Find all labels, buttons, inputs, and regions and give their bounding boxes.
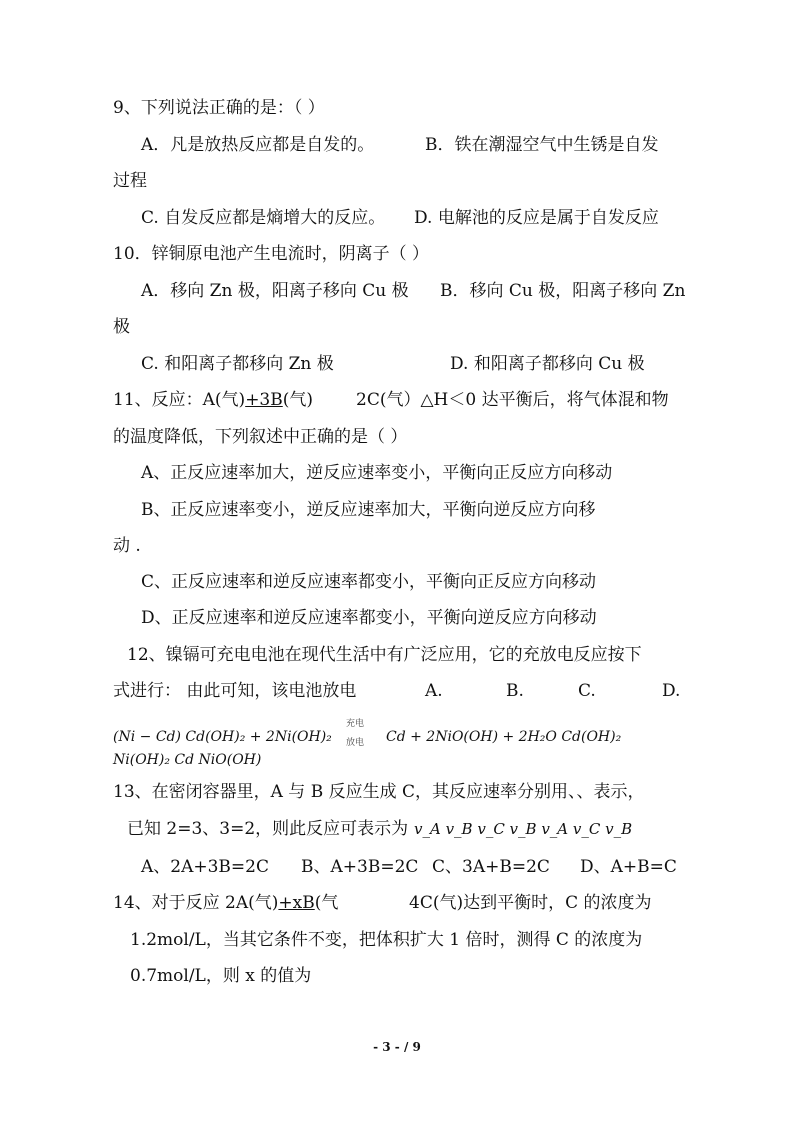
q14-stem-mid: (气 (314, 893, 339, 913)
q11-stem-prefix: 11、反应：A(气) (113, 390, 246, 410)
q11-stem-line2: 的温度降低，下列叙述中正确的是（ ） (113, 427, 408, 447)
q14-stem-rest: 4C(气)达到平衡时，C 的浓度为 (409, 893, 652, 913)
q10-option-a: A．移向 Zn 极，阳离子移向 Cu 极 (141, 281, 409, 301)
q12-discharge-label: 放电 (346, 738, 365, 748)
q12-equation-line2: Ni(OH)₂ Cd NiO(OH) (113, 752, 262, 768)
q10-option-c: C. 和阳离子都移向 Zn 极 (141, 354, 334, 374)
q11-stem-rest: 2C(气）△H＜0 达平衡后，将气体混和物 (356, 390, 669, 410)
q9-option-d: D. 电解池的反应是属于自发反应 (414, 208, 659, 228)
q14-stem-line2: 1.2mol/L，当其它条件不变，把体积扩大 1 倍时，测得 C 的浓度为 (130, 930, 643, 950)
q12-stem-line1: 12、镍镉可充电电池在现代生活中有广泛应用，它的充放电反应按下 (127, 645, 642, 665)
q14-stem-line3: 0.7mol/L，则 x 的值为 (130, 966, 312, 986)
q12-option-c: C. (578, 681, 596, 701)
q14-stem-underlined: +xB (278, 893, 315, 913)
q12-charge-label: 充电 (346, 719, 365, 729)
q12-stem-line2: 式进行： 由此可知，该电池放电 (113, 681, 357, 701)
q13-option-b: B、A+3B=2C (301, 857, 419, 877)
q10-option-b-cont: 极 (113, 317, 130, 337)
q12-equation-right: Cd + 2NiO(OH) + 2H₂O Cd(OH)₂ (386, 729, 622, 745)
q12-option-b: B. (506, 681, 524, 701)
q9-option-b-cont: 过程 (113, 171, 147, 191)
page-number: - 3 - / 9 (373, 1040, 421, 1054)
q11-stem-line1 (113, 389, 313, 411)
q10-option-b: B．移向 Cu 极，阳离子移向 Zn (440, 281, 686, 301)
q11-stem-mid: (气) (282, 390, 314, 410)
q10-stem: 10．锌铜原电池产生电流时，阴离子（ ） (113, 244, 430, 264)
q12-option-a: A. (425, 681, 443, 701)
q14-stem-line1 (113, 892, 338, 914)
q13-option-a: A、2A+3B=2C (141, 857, 269, 877)
q13-option-d: D、A+B=C (580, 857, 677, 877)
q13-rate-variables: v_A v_B v_C v_B v_A v_C v_B (414, 820, 633, 838)
q14-stem-prefix: 14、对于反应 2A(气) (113, 893, 279, 913)
q11-option-c: C、正反应速率和逆反应速率都变小，平衡向正反应方向移动 (141, 572, 597, 592)
q11-option-a: A、正反应速率加大，逆反应速率变小，平衡向正反应方向移动 (141, 463, 613, 483)
q13-stem-line2: 已知 2=3、3=2，则此反应可表示为 (127, 819, 409, 839)
q9-option-c: C. 自发反应都是熵增大的反应。 (141, 208, 386, 228)
q12-option-d: D. (662, 681, 681, 701)
q10-option-d: D. 和阳离子都移向 Cu 极 (450, 354, 645, 374)
q11-stem-underlined: +3B (245, 390, 283, 410)
q11-option-d: D、正反应速率和逆反应速率都变小，平衡向逆反应方向移动 (141, 608, 597, 628)
q11-option-b: B、正反应速率变小，逆反应速率加大，平衡向逆反应方向移 (141, 500, 596, 520)
q12-equation-left: (Ni − Cd) Cd(OH)₂ + 2Ni(OH)₂ (113, 729, 332, 745)
q9-stem: 9、下列说法正确的是：（ ） (113, 98, 325, 118)
q13-stem-line1: 13、在密闭容器里，A 与 B 反应生成 C，其反应速率分别用、、表示， (113, 782, 645, 802)
q9-option-b: B．铁在潮湿空气中生锈是自发 (425, 135, 659, 155)
q11-option-b-cont: 动 . (113, 536, 141, 556)
q13-option-c: C、3A+B=2C (432, 857, 550, 877)
q9-option-a: A．凡是放热反应都是自发的。 (141, 135, 375, 155)
